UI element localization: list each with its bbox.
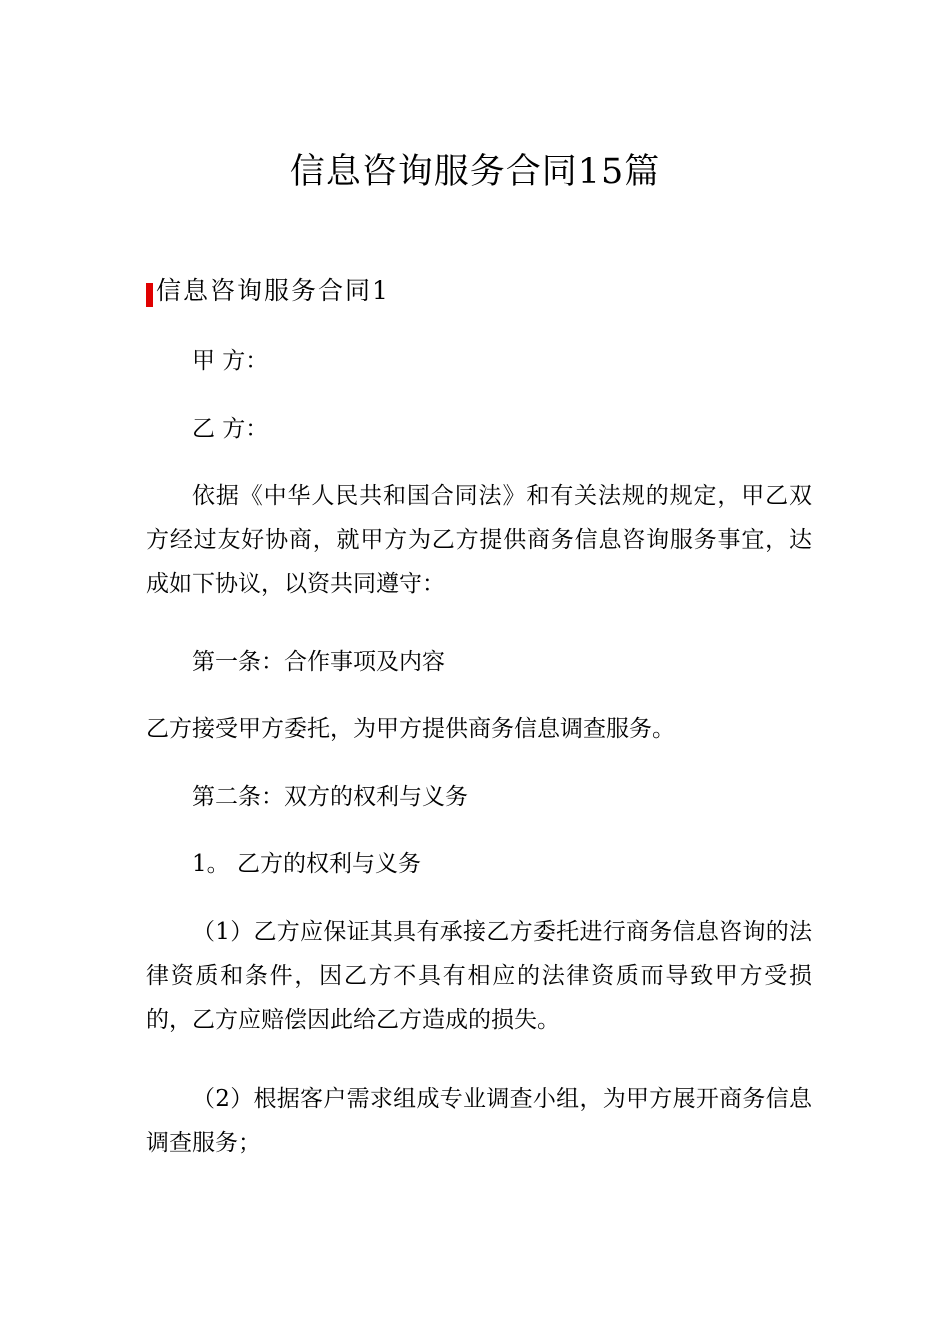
article-2-heading: 第二条：双方的权利与义务 — [192, 784, 468, 810]
clause-1-heading: 1。 乙方的权利与义务 — [192, 851, 421, 877]
party-b-line: 乙 方： — [192, 416, 269, 442]
article-1-heading: 第一条：合作事项及内容 — [192, 649, 445, 675]
section-heading-text: 信息咨询服务合同1 — [156, 276, 390, 305]
section-heading — [146, 274, 390, 308]
party-a-line: 甲 方： — [192, 348, 269, 374]
document-title: 信息咨询服务合同15篇 — [289, 152, 661, 192]
preamble-paragraph: 依据《中华人民共和国合同法》和有关法规的规定，甲乙双方经过友好协商，就甲方为乙方提供商务信息咨询服务事宜，达成如下协议，以资共同遵守： — [146, 483, 812, 597]
clause-1-item-2: （2）根据客户需求组成专业调查小组，为甲方展开商务信息调查服务； — [146, 1086, 812, 1156]
heading-marker-icon — [146, 283, 153, 307]
clause-1-item-1: （1）乙方应保证其具有承接乙方委托进行商务信息咨询的法律资质和条件，因乙方不具有相应的法律资质而导致甲方受损的，乙方应赔偿因此给乙方造成的损失。 — [146, 919, 812, 1033]
article-1-content: 乙方接受甲方委托，为甲方提供商务信息调查服务。 — [146, 716, 675, 742]
